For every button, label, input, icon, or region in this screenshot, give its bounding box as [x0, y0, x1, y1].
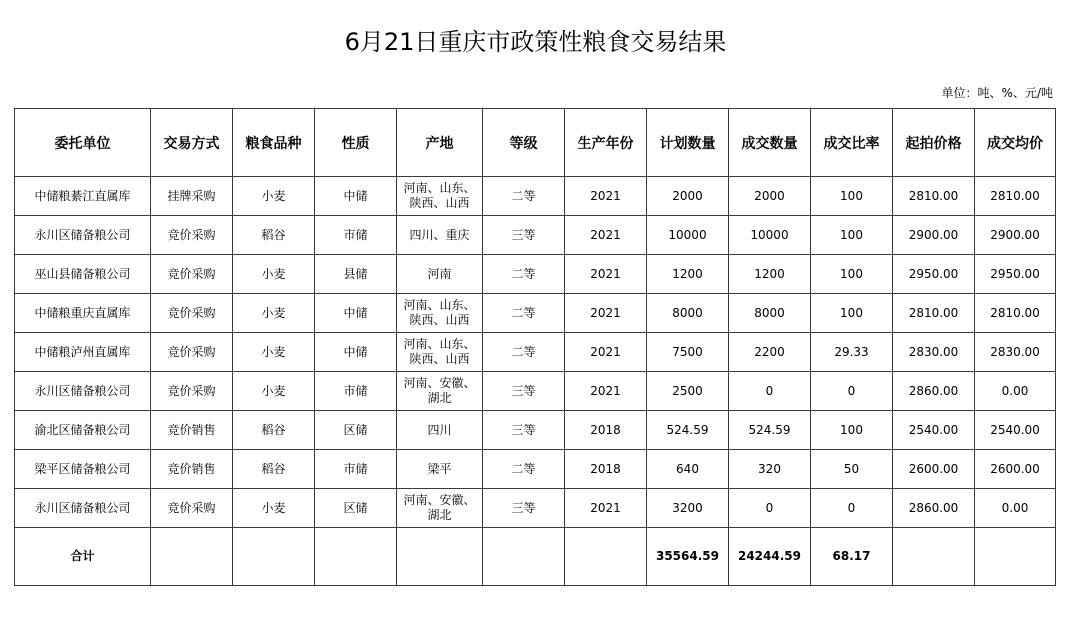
cell-average-price: 2810.00: [975, 294, 1056, 333]
cell-nature: 中储: [315, 177, 397, 216]
header-cell-nature: 性质: [315, 109, 397, 177]
cell-average-price: 0.00: [975, 372, 1056, 411]
cell-origin: 河南、安徽、湖北: [397, 489, 483, 528]
cell-trade-method: 竞价采购: [151, 333, 233, 372]
total-cell-nature: [315, 528, 397, 586]
cell-origin: 河南、山东、陕西、山西: [397, 294, 483, 333]
cell-average-price: 2540.00: [975, 411, 1056, 450]
header-cell-starting-price: 起拍价格: [893, 109, 975, 177]
cell-grade: 二等: [483, 450, 565, 489]
cell-entrusting-unit: 巫山县储备粮公司: [15, 255, 151, 294]
cell-nature: 市储: [315, 372, 397, 411]
cell-grain-variety: 稻谷: [233, 216, 315, 255]
header-cell-planned-quantity: 计划数量: [647, 109, 729, 177]
cell-production-year: 2021: [565, 372, 647, 411]
table-header-row: [15, 109, 1056, 177]
cell-transaction-rate: 100: [811, 294, 893, 333]
cell-origin: 四川: [397, 411, 483, 450]
total-cell-starting-price: [893, 528, 975, 586]
cell-traded-quantity: 0: [729, 372, 811, 411]
cell-traded-quantity: 320: [729, 450, 811, 489]
total-cell-traded-quantity: 24244.59: [729, 528, 811, 586]
cell-transaction-rate: 100: [811, 411, 893, 450]
header-cell-traded-quantity: 成交数量: [729, 109, 811, 177]
cell-production-year: 2021: [565, 294, 647, 333]
total-cell-origin: [397, 528, 483, 586]
cell-traded-quantity: 8000: [729, 294, 811, 333]
cell-entrusting-unit: 渝北区储备粮公司: [15, 411, 151, 450]
table-row: [15, 411, 1056, 450]
cell-nature: 区储: [315, 489, 397, 528]
header-cell-production-year: 生产年份: [565, 109, 647, 177]
cell-trade-method: 竞价销售: [151, 450, 233, 489]
header-cell-entrusting-unit: 委托单位: [15, 109, 151, 177]
total-cell-grade: [483, 528, 565, 586]
cell-planned-quantity: 10000: [647, 216, 729, 255]
cell-transaction-rate: 100: [811, 177, 893, 216]
header-cell-grade: 等级: [483, 109, 565, 177]
cell-entrusting-unit: 梁平区储备粮公司: [15, 450, 151, 489]
cell-starting-price: 2900.00: [893, 216, 975, 255]
cell-planned-quantity: 7500: [647, 333, 729, 372]
cell-grain-variety: 小麦: [233, 372, 315, 411]
cell-production-year: 2021: [565, 489, 647, 528]
table-row: [15, 216, 1056, 255]
cell-production-year: 2021: [565, 216, 647, 255]
header-cell-transaction-rate: 成交比率: [811, 109, 893, 177]
cell-starting-price: 2860.00: [893, 372, 975, 411]
cell-planned-quantity: 524.59: [647, 411, 729, 450]
table-row: [15, 450, 1056, 489]
cell-transaction-rate: 0: [811, 489, 893, 528]
cell-production-year: 2018: [565, 450, 647, 489]
cell-planned-quantity: 2500: [647, 372, 729, 411]
table-row: [15, 333, 1056, 372]
table-row: [15, 294, 1056, 333]
cell-starting-price: 2810.00: [893, 177, 975, 216]
cell-grade: 三等: [483, 489, 565, 528]
cell-starting-price: 2830.00: [893, 333, 975, 372]
cell-starting-price: 2540.00: [893, 411, 975, 450]
table-row: [15, 177, 1056, 216]
cell-transaction-rate: 50: [811, 450, 893, 489]
cell-grain-variety: 小麦: [233, 177, 315, 216]
cell-grain-variety: 稻谷: [233, 450, 315, 489]
cell-nature: 县储: [315, 255, 397, 294]
total-row: [15, 528, 1056, 586]
total-cell-transaction-rate: 68.17: [811, 528, 893, 586]
cell-starting-price: 2950.00: [893, 255, 975, 294]
cell-trade-method: 竞价采购: [151, 294, 233, 333]
cell-transaction-rate: 29.33: [811, 333, 893, 372]
cell-grade: 三等: [483, 411, 565, 450]
cell-average-price: 2950.00: [975, 255, 1056, 294]
cell-traded-quantity: 2200: [729, 333, 811, 372]
total-label: 合计: [15, 528, 151, 586]
page-title: 6月21日重庆市政策性粮食交易结果: [344, 28, 727, 56]
total-cell-grain-variety: [233, 528, 315, 586]
cell-transaction-rate: 100: [811, 255, 893, 294]
cell-grade: 二等: [483, 333, 565, 372]
cell-planned-quantity: 8000: [647, 294, 729, 333]
cell-planned-quantity: 640: [647, 450, 729, 489]
cell-starting-price: 2860.00: [893, 489, 975, 528]
cell-grain-variety: 小麦: [233, 294, 315, 333]
cell-nature: 中储: [315, 294, 397, 333]
cell-trade-method: 竞价销售: [151, 411, 233, 450]
cell-traded-quantity: 10000: [729, 216, 811, 255]
table-header: [15, 109, 1056, 177]
cell-trade-method: 竞价采购: [151, 216, 233, 255]
cell-average-price: 2900.00: [975, 216, 1056, 255]
cell-entrusting-unit: 中储粮重庆直属库: [15, 294, 151, 333]
cell-grain-variety: 稻谷: [233, 411, 315, 450]
cell-grade: 三等: [483, 372, 565, 411]
cell-origin: 河南、山东、陕西、山西: [397, 177, 483, 216]
cell-origin: 梁平: [397, 450, 483, 489]
cell-production-year: 2021: [565, 177, 647, 216]
cell-average-price: 0.00: [975, 489, 1056, 528]
total-cell-planned-quantity: 35564.59: [647, 528, 729, 586]
cell-grain-variety: 小麦: [233, 333, 315, 372]
cell-planned-quantity: 1200: [647, 255, 729, 294]
cell-starting-price: 2810.00: [893, 294, 975, 333]
cell-transaction-rate: 100: [811, 216, 893, 255]
cell-traded-quantity: 1200: [729, 255, 811, 294]
cell-grain-variety: 小麦: [233, 489, 315, 528]
cell-trade-method: 竞价采购: [151, 372, 233, 411]
cell-trade-method: 竞价采购: [151, 255, 233, 294]
cell-grade: 三等: [483, 216, 565, 255]
header-cell-grain-variety: 粮食品种: [233, 109, 315, 177]
cell-traded-quantity: 524.59: [729, 411, 811, 450]
table-row: [15, 372, 1056, 411]
cell-starting-price: 2600.00: [893, 450, 975, 489]
cell-entrusting-unit: 永川区储备粮公司: [15, 216, 151, 255]
cell-average-price: 2810.00: [975, 177, 1056, 216]
cell-production-year: 2018: [565, 411, 647, 450]
cell-entrusting-unit: 永川区储备粮公司: [15, 372, 151, 411]
cell-grain-variety: 小麦: [233, 255, 315, 294]
cell-origin: 河南、安徽、湖北: [397, 372, 483, 411]
cell-origin: 四川、重庆: [397, 216, 483, 255]
total-cell-average-price: [975, 528, 1056, 586]
header-cell-average-price: 成交均价: [975, 109, 1056, 177]
cell-trade-method: 竞价采购: [151, 489, 233, 528]
cell-grade: 二等: [483, 177, 565, 216]
cell-nature: 区储: [315, 411, 397, 450]
cell-grade: 二等: [483, 255, 565, 294]
total-cell-trade-method: [151, 528, 233, 586]
cell-nature: 市储: [315, 450, 397, 489]
total-cell-production-year: [565, 528, 647, 586]
table-body: [15, 177, 1056, 586]
cell-production-year: 2021: [565, 333, 647, 372]
cell-origin: 河南: [397, 255, 483, 294]
cell-nature: 中储: [315, 333, 397, 372]
cell-grade: 二等: [483, 294, 565, 333]
cell-planned-quantity: 2000: [647, 177, 729, 216]
cell-production-year: 2021: [565, 255, 647, 294]
table-row: [15, 489, 1056, 528]
cell-entrusting-unit: 永川区储备粮公司: [15, 489, 151, 528]
cell-entrusting-unit: 中储粮綦江直属库: [15, 177, 151, 216]
header-cell-trade-method: 交易方式: [151, 109, 233, 177]
header-cell-origin: 产地: [397, 109, 483, 177]
cell-traded-quantity: 0: [729, 489, 811, 528]
unit-label: 单位：吨、%、元/吨: [941, 86, 1053, 100]
results-table: [14, 108, 1056, 586]
table-row: [15, 255, 1056, 294]
cell-average-price: 2600.00: [975, 450, 1056, 489]
cell-nature: 市储: [315, 216, 397, 255]
cell-traded-quantity: 2000: [729, 177, 811, 216]
cell-planned-quantity: 3200: [647, 489, 729, 528]
cell-average-price: 2830.00: [975, 333, 1056, 372]
cell-transaction-rate: 0: [811, 372, 893, 411]
cell-origin: 河南、山东、陕西、山西: [397, 333, 483, 372]
cell-entrusting-unit: 中储粮泸州直属库: [15, 333, 151, 372]
cell-trade-method: 挂牌采购: [151, 177, 233, 216]
